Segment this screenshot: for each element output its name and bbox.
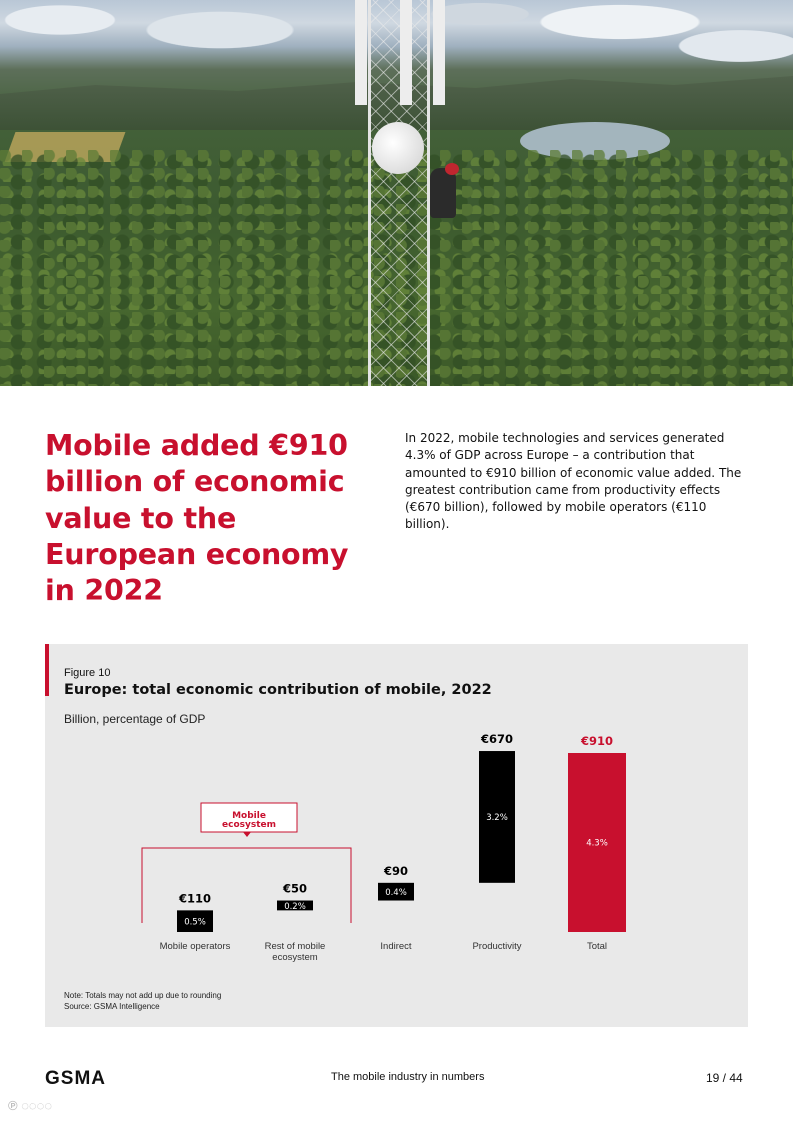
gdp-share-label: 4.3%	[586, 838, 608, 849]
figure-note	[64, 990, 221, 1012]
antenna-panel	[433, 0, 445, 105]
microwave-dish	[372, 122, 424, 174]
page-headline: Mobile added €910 billion of economic value to the European economy in 2022	[45, 429, 349, 608]
group-label-line-2: ecosystem	[222, 820, 276, 830]
category-label: ecosystem	[272, 952, 318, 963]
value-label: €90	[383, 863, 409, 878]
figure-title: Europe: total economic contribution of mobile, 2022	[64, 682, 492, 698]
gsma-logo: GSMA	[45, 1068, 106, 1089]
source-text: Source: GSMA Intelligence	[64, 1002, 160, 1011]
value-label: €910	[580, 734, 614, 748]
value-label: €50	[282, 881, 308, 896]
antenna-panel	[400, 0, 412, 105]
gdp-share-label: 0.5%	[184, 917, 206, 928]
figure-number: Figure 10	[64, 667, 111, 679]
mobile-ecosystem-group	[142, 803, 351, 923]
category-label: Indirect	[380, 941, 412, 952]
gdp-share-label: 3.2%	[486, 812, 508, 823]
group-bracket	[142, 848, 351, 923]
category-label: Productivity	[472, 941, 522, 952]
gdp-share-label: 0.2%	[284, 901, 306, 912]
intro-paragraph: In 2022, mobile technologies and services generated 4.3% of GDP across Europe – a contribution that amounted to €910 billion of economic value added. The greatest contribution came from productivity effects (€670 billion), followed by mobile operators (€110 billion).	[405, 431, 742, 532]
waterfall-chart	[45, 644, 748, 1027]
value-label: €110	[178, 891, 212, 906]
figure-panel	[45, 644, 748, 1027]
category-label: Mobile operators	[159, 941, 231, 952]
gdp-share-label: 0.4%	[385, 888, 407, 899]
hero-photo	[0, 0, 793, 386]
note-text: Note: Totals may not add up due to rounding	[64, 991, 222, 1000]
category-label: Total	[586, 941, 608, 952]
group-label-pointer	[243, 832, 251, 837]
watermark-logo: ℗ ◌◌◌◌	[8, 1098, 53, 1113]
tower-climber	[430, 168, 456, 218]
category-label: Rest of mobile	[264, 941, 326, 952]
group-label-line-1: Mobile	[232, 811, 266, 821]
telecom-tower	[368, 0, 430, 386]
page-number: 19 / 44	[706, 1071, 743, 1085]
climber-helmet	[445, 163, 459, 175]
figure-subtitle: Billion, percentage of GDP	[64, 712, 206, 726]
value-label: €670	[480, 732, 514, 747]
antenna-panel	[355, 0, 367, 105]
footer-title: The mobile industry in numbers	[331, 1071, 485, 1083]
